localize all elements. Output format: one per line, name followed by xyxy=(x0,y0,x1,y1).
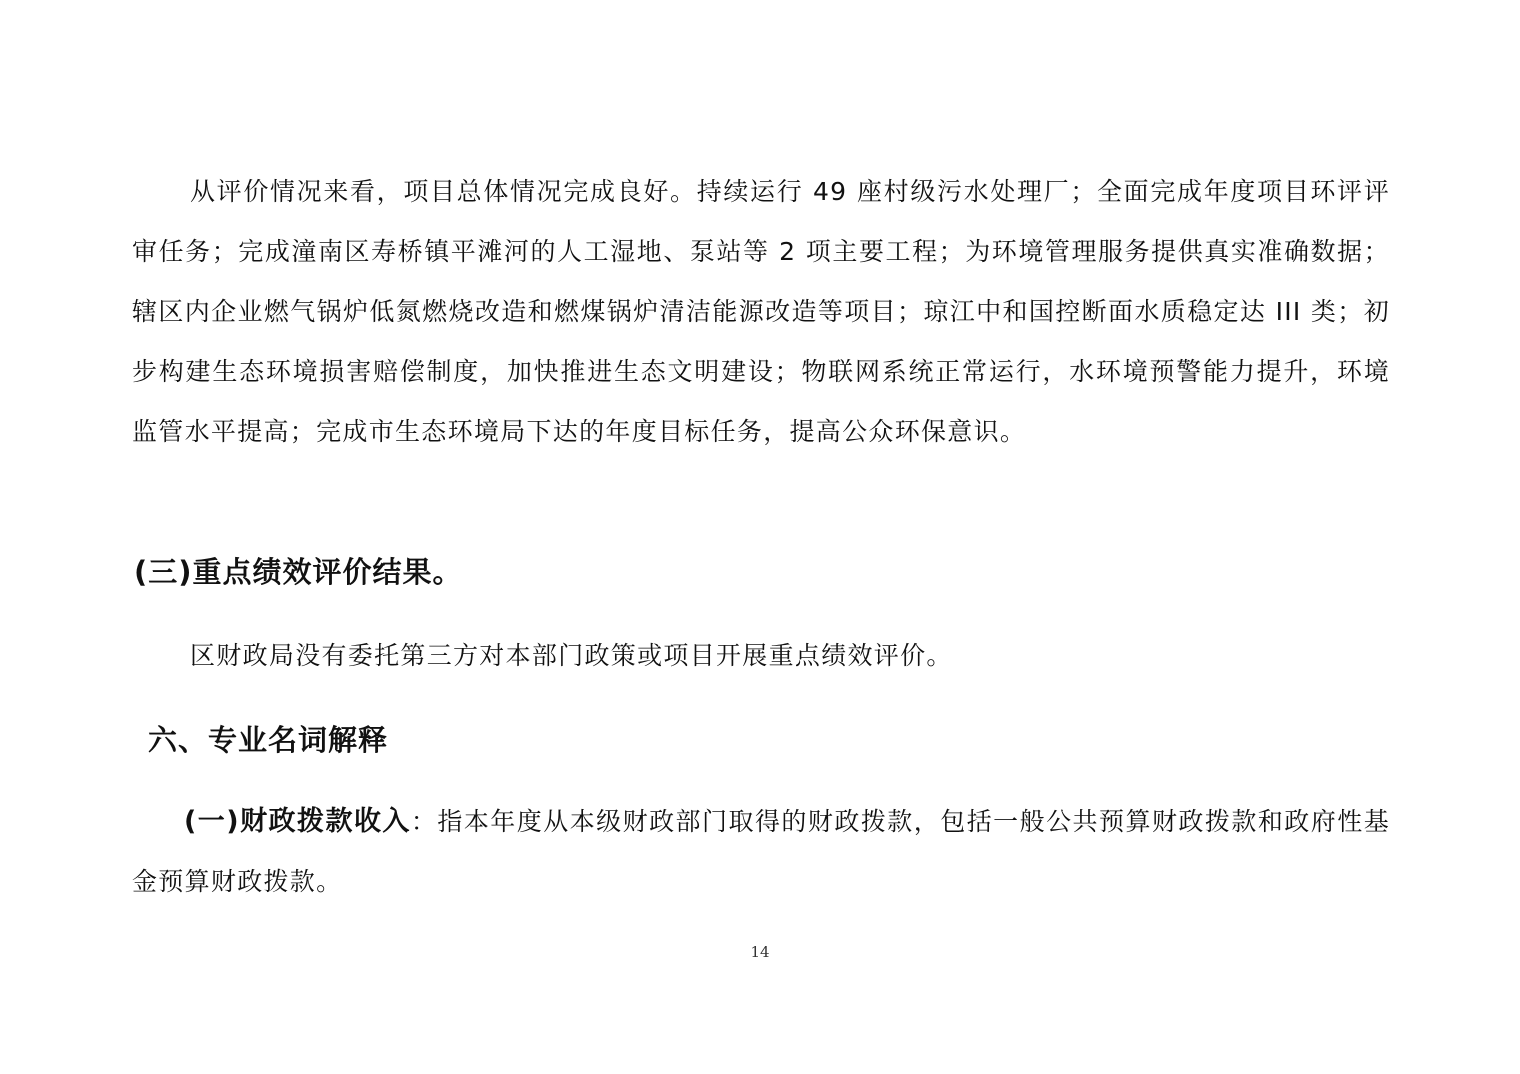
evaluation-summary-paragraph: 从评价情况来看，项目总体情况完成良好。持续运行 49 座村级污水处理厂；全面完成年度项目环评评审任务；完成潼南区寿桥镇平滩河的人工湿地、泵站等 2 项主要工程；为环境管理服务提供真实准确数据；辖区内企业燃气锅炉低氮燃烧改造和燃煤锅炉清洁能源改造等项目；琼江中和国控断面水质稳定达 III 类；初步构建生态环境损害赔偿制度，加快推进生态文明建设；物联网系统正常运行，水环境预警能力提升，环境监管水平提高；完成市生态环境局下达的年度目标任务，提高公众环保意识。 xyxy=(132,177,1390,446)
term-definition-text: ：指本年度从本级财政部门取得的财政拨款，包括一般公共预算财政拨款和政府性基金预算财政拨款。 xyxy=(132,807,1390,896)
terms-explanation-heading: 六、专业名词解释 xyxy=(148,723,389,757)
key-evaluation-heading: (三)重点绩效评价结果。 xyxy=(134,555,463,589)
term-label: (一)财政拨款收入 xyxy=(184,806,411,837)
key-evaluation-paragraph: 区财政局没有委托第三方对本部门政策或项目开展重点绩效评价。 xyxy=(190,641,953,670)
term-definition-paragraph xyxy=(132,792,1390,912)
page-number: 14 xyxy=(750,943,770,961)
